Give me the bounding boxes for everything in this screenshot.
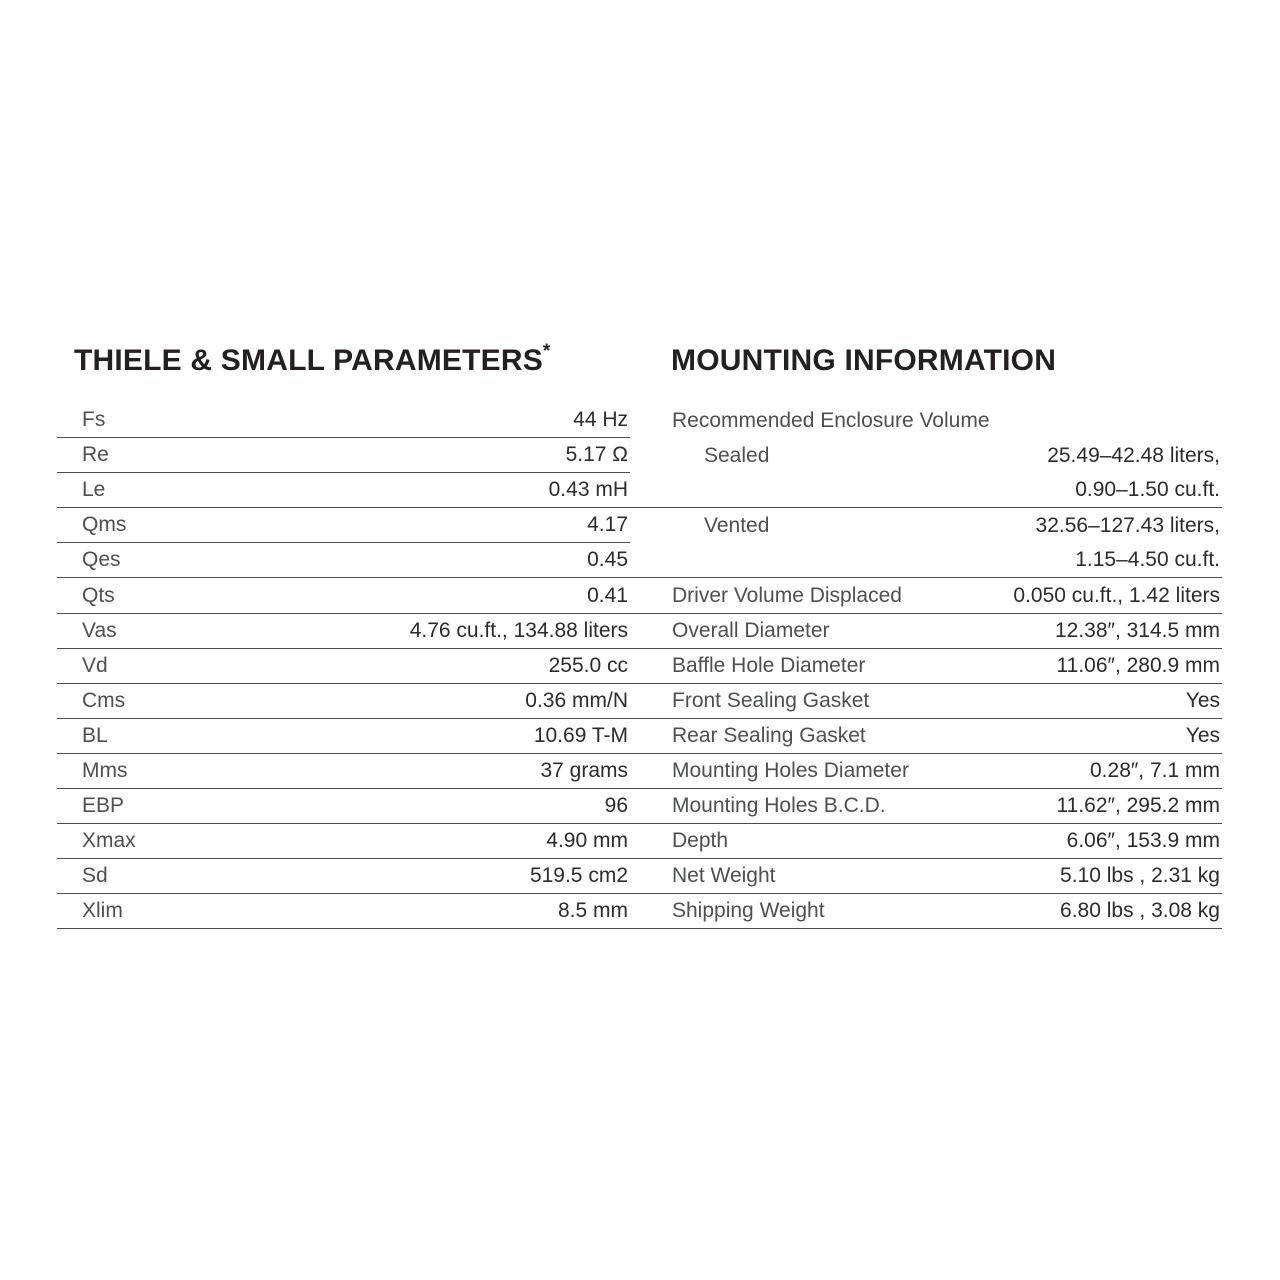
parameter-value: 255.0 cc — [548, 653, 628, 677]
table-row — [57, 403, 1222, 438]
table-row — [57, 859, 1222, 894]
column-gap — [630, 543, 661, 577]
parameter-label: Sd — [82, 864, 108, 888]
parameter-value: 0.28″, 7.1 mm — [1090, 758, 1220, 782]
left-row-qes — [57, 543, 630, 577]
parameter-value: Yes — [1185, 688, 1220, 712]
left-row-fs — [57, 403, 630, 438]
table-row — [57, 894, 1222, 929]
parameter-label: Qts — [82, 583, 115, 607]
right-row-sealed-cuft — [661, 473, 1222, 507]
parameter-label: Fs — [82, 408, 106, 432]
parameter-value: 25.49–42.48 liters, — [1047, 443, 1220, 467]
parameter-value: 96 — [604, 794, 628, 818]
right-row-driver-volume-displaced — [661, 578, 1222, 612]
mounting-information-title-text: MOUNTING INFORMATION — [671, 344, 1057, 377]
right-row-vented-cuft — [661, 543, 1222, 577]
column-gap — [630, 894, 661, 928]
table-row — [57, 754, 1222, 789]
parameter-value: 0.45 — [587, 548, 628, 572]
right-row-sealed — [661, 438, 1222, 473]
column-gap — [630, 578, 661, 612]
table-row — [57, 789, 1222, 824]
parameter-value: 0.36 mm/N — [525, 688, 628, 712]
parameter-label: Xlim — [82, 899, 123, 923]
parameter-value: 4.76 cu.ft., 134.88 liters — [409, 618, 628, 642]
right-row-baffle-hole-diameter — [661, 649, 1222, 683]
column-gap — [630, 859, 661, 893]
right-row-rear-sealing-gasket — [661, 719, 1222, 753]
parameter-label: Le — [82, 478, 106, 502]
column-gap — [630, 684, 661, 718]
parameter-label: BL — [82, 723, 108, 747]
spec-tables — [57, 403, 1222, 929]
mounting-information-title — [671, 344, 1056, 378]
parameter-value: 0.41 — [587, 583, 628, 607]
parameter-value: 0.90–1.50 cu.ft. — [1075, 478, 1220, 502]
left-row-vas — [57, 614, 630, 648]
parameter-value: 10.69 T-M — [533, 723, 628, 747]
column-gap — [630, 719, 661, 753]
left-row-ebp — [57, 789, 630, 823]
right-row-mounting-holes-bcd — [661, 789, 1222, 823]
parameter-label: Front Sealing Gasket — [672, 688, 870, 712]
table-row — [57, 508, 1222, 543]
parameter-label: Net Weight — [672, 864, 776, 888]
parameter-label: Xmax — [82, 829, 136, 853]
left-row-sd — [57, 859, 630, 893]
parameter-label: Vented — [704, 513, 770, 537]
parameter-value: 37 grams — [540, 758, 628, 782]
parameter-value: 8.5 mm — [557, 899, 628, 923]
parameter-label: Mounting Holes Diameter — [672, 758, 909, 782]
left-row-vd — [57, 649, 630, 683]
parameter-value: 4.90 mm — [546, 829, 628, 853]
parameter-label: Mounting Holes B.C.D. — [672, 794, 886, 818]
column-gap — [630, 614, 661, 648]
parameter-label: Depth — [672, 829, 729, 853]
parameter-value: 4.17 — [587, 513, 628, 537]
table-row — [57, 473, 1222, 508]
table-row — [57, 824, 1222, 859]
table-row — [57, 578, 1222, 613]
parameter-value: 12.38″, 314.5 mm — [1054, 618, 1220, 642]
table-row — [57, 438, 1222, 473]
column-gap — [630, 789, 661, 823]
table-row — [57, 649, 1222, 684]
left-row-qts — [57, 578, 630, 612]
parameter-label: Sealed — [704, 443, 770, 467]
column-gap — [630, 508, 661, 543]
parameter-label: Driver Volume Displaced — [672, 583, 902, 607]
left-row-xlim — [57, 894, 630, 928]
parameter-label: Cms — [82, 688, 126, 712]
left-row-xmax — [57, 824, 630, 858]
column-gap — [630, 473, 661, 507]
parameter-value: 0.43 mH — [548, 478, 628, 502]
right-row-mounting-holes-diameter — [661, 754, 1222, 788]
thiele-small-parameters-title-text: THIELE & SMALL PARAMETERS — [74, 344, 543, 377]
left-row-cms — [57, 684, 630, 718]
parameter-label: Qes — [82, 548, 121, 572]
parameter-label: Baffle Hole Diameter — [672, 653, 866, 677]
parameter-value: 0.050 cu.ft., 1.42 liters — [1013, 583, 1220, 607]
table-row — [57, 719, 1222, 754]
parameter-value: Yes — [1185, 723, 1220, 747]
parameter-value: 32.56–127.43 liters, — [1035, 513, 1220, 537]
left-row-le — [57, 473, 630, 507]
column-gap — [630, 824, 661, 858]
parameter-value: 6.06″, 153.9 mm — [1066, 829, 1220, 853]
column-gap — [630, 754, 661, 788]
parameter-label: EBP — [82, 794, 125, 818]
left-row-bl — [57, 719, 630, 753]
parameter-label: Vd — [82, 653, 108, 677]
parameter-value: 11.06″, 280.9 mm — [1056, 653, 1220, 677]
column-gap — [630, 438, 661, 473]
right-row-vented — [661, 508, 1222, 543]
parameter-label: Rear Sealing Gasket — [672, 723, 866, 747]
footnote-asterisk: * — [542, 341, 551, 362]
right-row-recommended-enclosure-volume — [661, 403, 1222, 438]
thiele-small-parameters-title — [74, 341, 551, 378]
parameter-value: 5.17 Ω — [565, 443, 628, 467]
right-row-front-sealing-gasket — [661, 684, 1222, 718]
parameter-value: 6.80 lbs , 3.08 kg — [1060, 899, 1220, 923]
left-row-qms — [57, 508, 630, 543]
parameter-value: 519.5 cm2 — [529, 864, 628, 888]
parameter-label: Vas — [82, 618, 117, 642]
left-row-re — [57, 438, 630, 473]
parameter-value: 11.62″, 295.2 mm — [1056, 794, 1220, 818]
column-gap — [630, 649, 661, 683]
parameter-label: Qms — [82, 513, 127, 537]
table-row — [57, 684, 1222, 719]
table-row — [57, 543, 1222, 578]
parameter-value: 5.10 lbs , 2.31 kg — [1060, 864, 1220, 888]
parameter-label: Re — [82, 443, 109, 467]
parameter-label: Mms — [82, 758, 128, 782]
parameter-value: 44 Hz — [573, 408, 628, 432]
left-row-mms — [57, 754, 630, 788]
right-row-shipping-weight — [661, 894, 1222, 928]
table-row — [57, 614, 1222, 649]
right-row-overall-diameter — [661, 614, 1222, 648]
parameter-label: Recommended Enclosure Volume — [672, 408, 990, 432]
right-row-net-weight — [661, 859, 1222, 893]
column-gap — [630, 403, 661, 438]
parameter-label: Shipping Weight — [672, 899, 825, 923]
right-row-depth — [661, 824, 1222, 858]
parameter-label: Overall Diameter — [672, 618, 830, 642]
parameter-value: 1.15–4.50 cu.ft. — [1075, 548, 1220, 572]
